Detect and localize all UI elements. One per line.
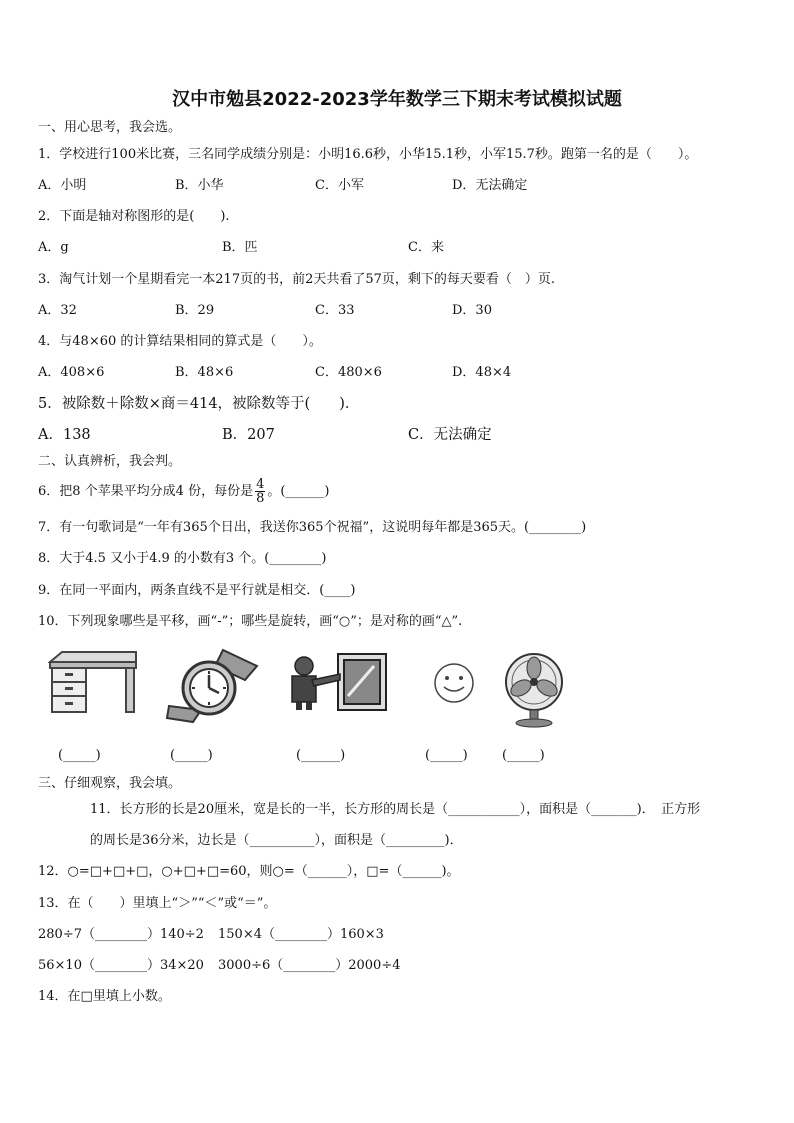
option-b: B．207 <box>222 427 275 443</box>
window-push-picture <box>282 652 388 712</box>
option-a: A．138 <box>38 427 91 443</box>
compare-row-1 <box>38 926 384 944</box>
fraction <box>255 478 265 505</box>
option-c: C．来 <box>408 240 444 255</box>
compare-item: 3000÷6（________）2000÷4 <box>218 958 401 973</box>
option-d: D．无法确定 <box>452 178 528 193</box>
question-1: 1．学校进行100米比赛，三名同学成绩分别是：小明16.6秒，小华15.1秒，小军15.7秒。跑第一名的是（ ）。 <box>38 147 698 162</box>
fraction-numerator: 4 <box>256 477 265 492</box>
compare-row-2 <box>38 957 401 975</box>
option-a: A．408×6 <box>38 365 105 380</box>
question-4: 4．与48×60 的计算结果相同的算式是（ ）。 <box>38 334 322 349</box>
option-d: D．48×4 <box>452 365 512 380</box>
watch-picture <box>165 648 260 724</box>
compare-item: 56×10（________）34×20 <box>38 958 204 973</box>
smiley-picture <box>433 662 475 704</box>
option-b: B．29 <box>175 303 215 318</box>
question-12: 12．○=□+□+□，○+□+□=60，则○=（______），□=（______)。 <box>38 864 460 879</box>
question-5: 5．被除数＋除数×商＝414，被除数等于( )． <box>38 396 360 412</box>
compare-item: 150×4（________）160×3 <box>218 927 384 942</box>
question-3: 3．淘气计划一个星期看完一本217页的书，前2天共看了57页，剩下的每天要看（ ）页. <box>38 272 556 287</box>
question-9: 9．在同一平面内，两条直线不是平行就是相交．(____) <box>38 583 356 598</box>
option-d: D．30 <box>452 303 492 318</box>
compare-item: 280÷7（________）140÷2 <box>38 927 204 942</box>
question-14: 14．在□里填上小数。 <box>38 989 171 1004</box>
option-a: A．g <box>38 240 69 255</box>
answer-blank-3[interactable]: (______) <box>296 748 346 763</box>
option-c: C．33 <box>315 303 355 318</box>
page-title: 汉中市勉县2022-2023学年数学三下期末考试模拟试题 <box>172 89 622 110</box>
question-6 <box>38 478 330 506</box>
answer-blank-2[interactable]: (_____) <box>170 748 213 763</box>
option-c: C．无法确定 <box>408 427 492 443</box>
section-heading-2: 二、认真辨析，我会判。 <box>38 454 182 469</box>
question-10: 10．下列现象哪些是平移，画“-”；哪些是旋转，画“○”；是对称的画“△”. <box>38 614 463 629</box>
answer-blank-5[interactable]: (_____) <box>502 748 545 763</box>
question-8: 8．大于4.5 又小于4.9 的小数有3 个。(________) <box>38 551 327 566</box>
question-13: 13．在（ ）里填上“＞”“＜”或“＝”。 <box>38 896 277 911</box>
option-c: C．480×6 <box>315 365 382 380</box>
section-heading-1: 一、用心思考，我会选。 <box>38 120 182 135</box>
question-6-blank[interactable]: 。(______) <box>267 484 330 499</box>
question-7: 7．有一句歌词是“一年有365个日出，我送你365个祝福”，这说明每年都是365天。(________) <box>38 520 587 535</box>
fan-picture <box>500 652 568 728</box>
desk-picture <box>48 650 138 714</box>
question-11-line-2: 的周长是36分米，边长是（__________），面积是（_________)． <box>90 833 463 848</box>
question-6-text: 6．把8 个苹果平均分成4 份，每份是 <box>38 484 254 499</box>
answer-blank-4[interactable]: (_____) <box>425 748 468 763</box>
option-b: B．小华 <box>175 178 224 193</box>
option-a: A．32 <box>38 303 77 318</box>
option-b: B．48×6 <box>175 365 234 380</box>
option-b: B．匹 <box>222 240 258 255</box>
fraction-denominator: 8 <box>256 491 265 506</box>
option-a: A．小明 <box>38 178 87 193</box>
section-heading-3: 三、仔细观察，我会填。 <box>38 776 182 791</box>
option-c: C．小军 <box>315 178 364 193</box>
question-2: 2．下面是轴对称图形的是( ). <box>38 209 230 224</box>
question-11-line-1: 11．长方形的长是20厘米，宽是长的一半，长方形的周长是（___________），面积是（_______)． 正方形 <box>90 802 701 817</box>
answer-blank-1[interactable]: (_____) <box>58 748 101 763</box>
